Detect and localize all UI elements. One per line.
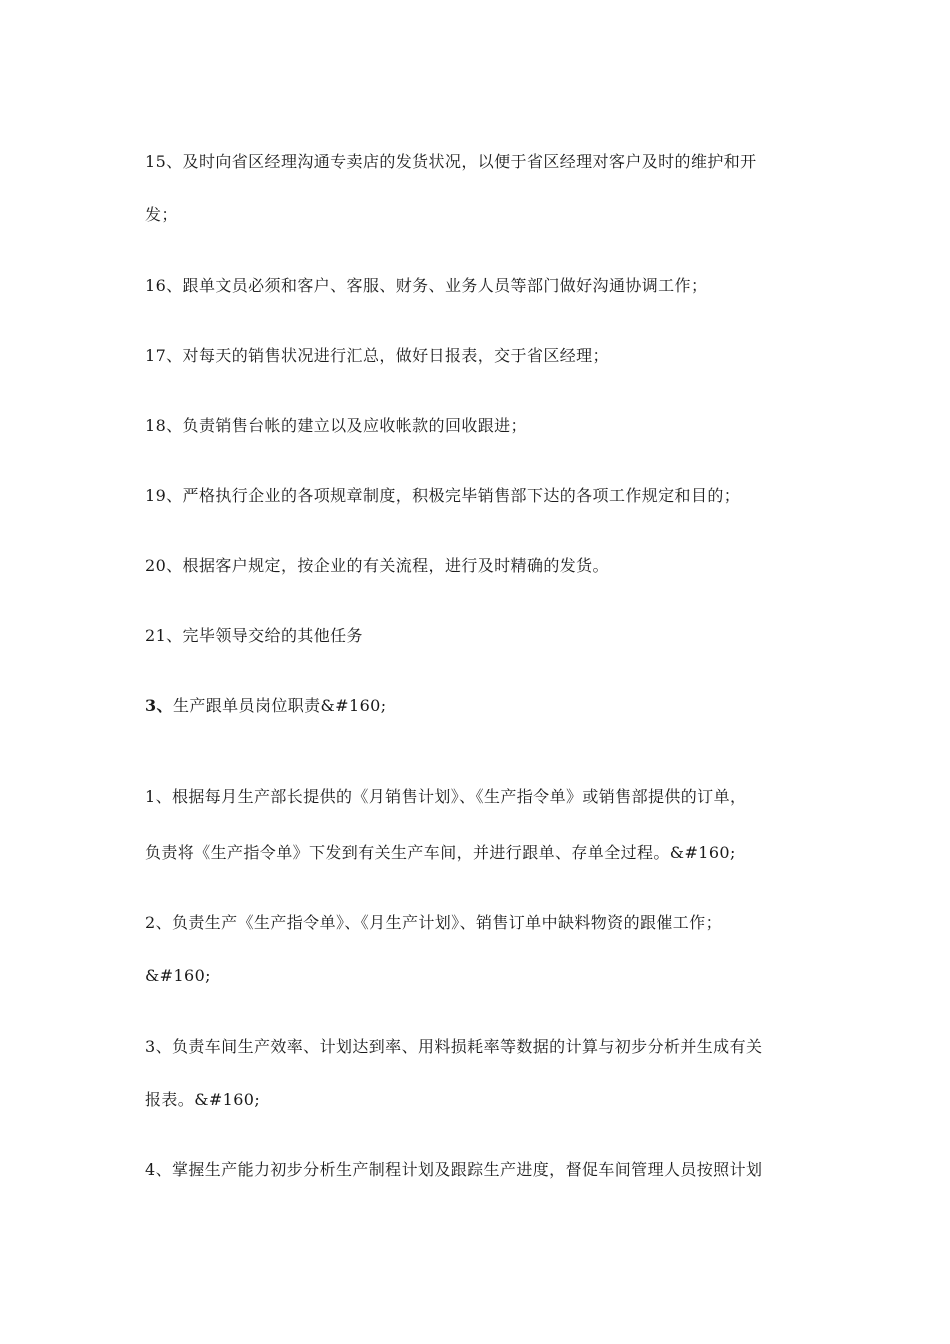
- section-number: 3、: [145, 696, 173, 715]
- paragraph-line: 17、对每天的销售状况进行汇总，做好日报表，交于省区经理；: [145, 346, 609, 365]
- paragraph-line: &#160;: [145, 966, 211, 985]
- section-heading: [145, 696, 825, 716]
- paragraph-line: 19、严格执行企业的各项规章制度，积极完毕销售部下达的各项工作规定和目的；: [145, 486, 741, 505]
- section-title: 生产跟单员岗位职责&#160;: [172, 696, 387, 715]
- paragraph-line: 15、及时向省区经理沟通专卖店的发货状况，以便于省区经理对客户及时的维护和开: [145, 152, 757, 171]
- paragraph-line: 负责将《生产指令单》下发到有关生产车间，并进行跟单、存单全过程。&#160;: [145, 843, 736, 862]
- paragraph-line: 报表。&#160;: [145, 1090, 261, 1109]
- paragraph-line: 1、根据每月生产部长提供的《月销售计划》、《生产指令单》或销售部提供的订单，: [145, 787, 747, 806]
- paragraph-line: 18、负责销售台帐的建立以及应收帐款的回收跟进；: [145, 416, 527, 435]
- paragraph-line: 16、跟单文员必须和客户、客服、财务、业务人员等部门做好沟通协调工作；: [145, 276, 708, 295]
- paragraph-line: 4、掌握生产能力初步分析生产制程计划及跟踪生产进度，督促车间管理人员按照计划: [145, 1160, 763, 1179]
- paragraph-line: 20、根据客户规定，按企业的有关流程，进行及时精确的发货。: [145, 556, 609, 575]
- paragraph-line: 2、负责生产《生产指令单》、《月生产计划》、销售订单中缺料物资的跟催工作；: [145, 913, 722, 932]
- paragraph-line: 发；: [145, 205, 178, 224]
- paragraph-line: 3、负责车间生产效率、计划达到率、用料损耗率等数据的计算与初步分析并生成有关: [145, 1037, 763, 1056]
- paragraph-line: 21、完毕领导交给的其他任务: [145, 626, 363, 645]
